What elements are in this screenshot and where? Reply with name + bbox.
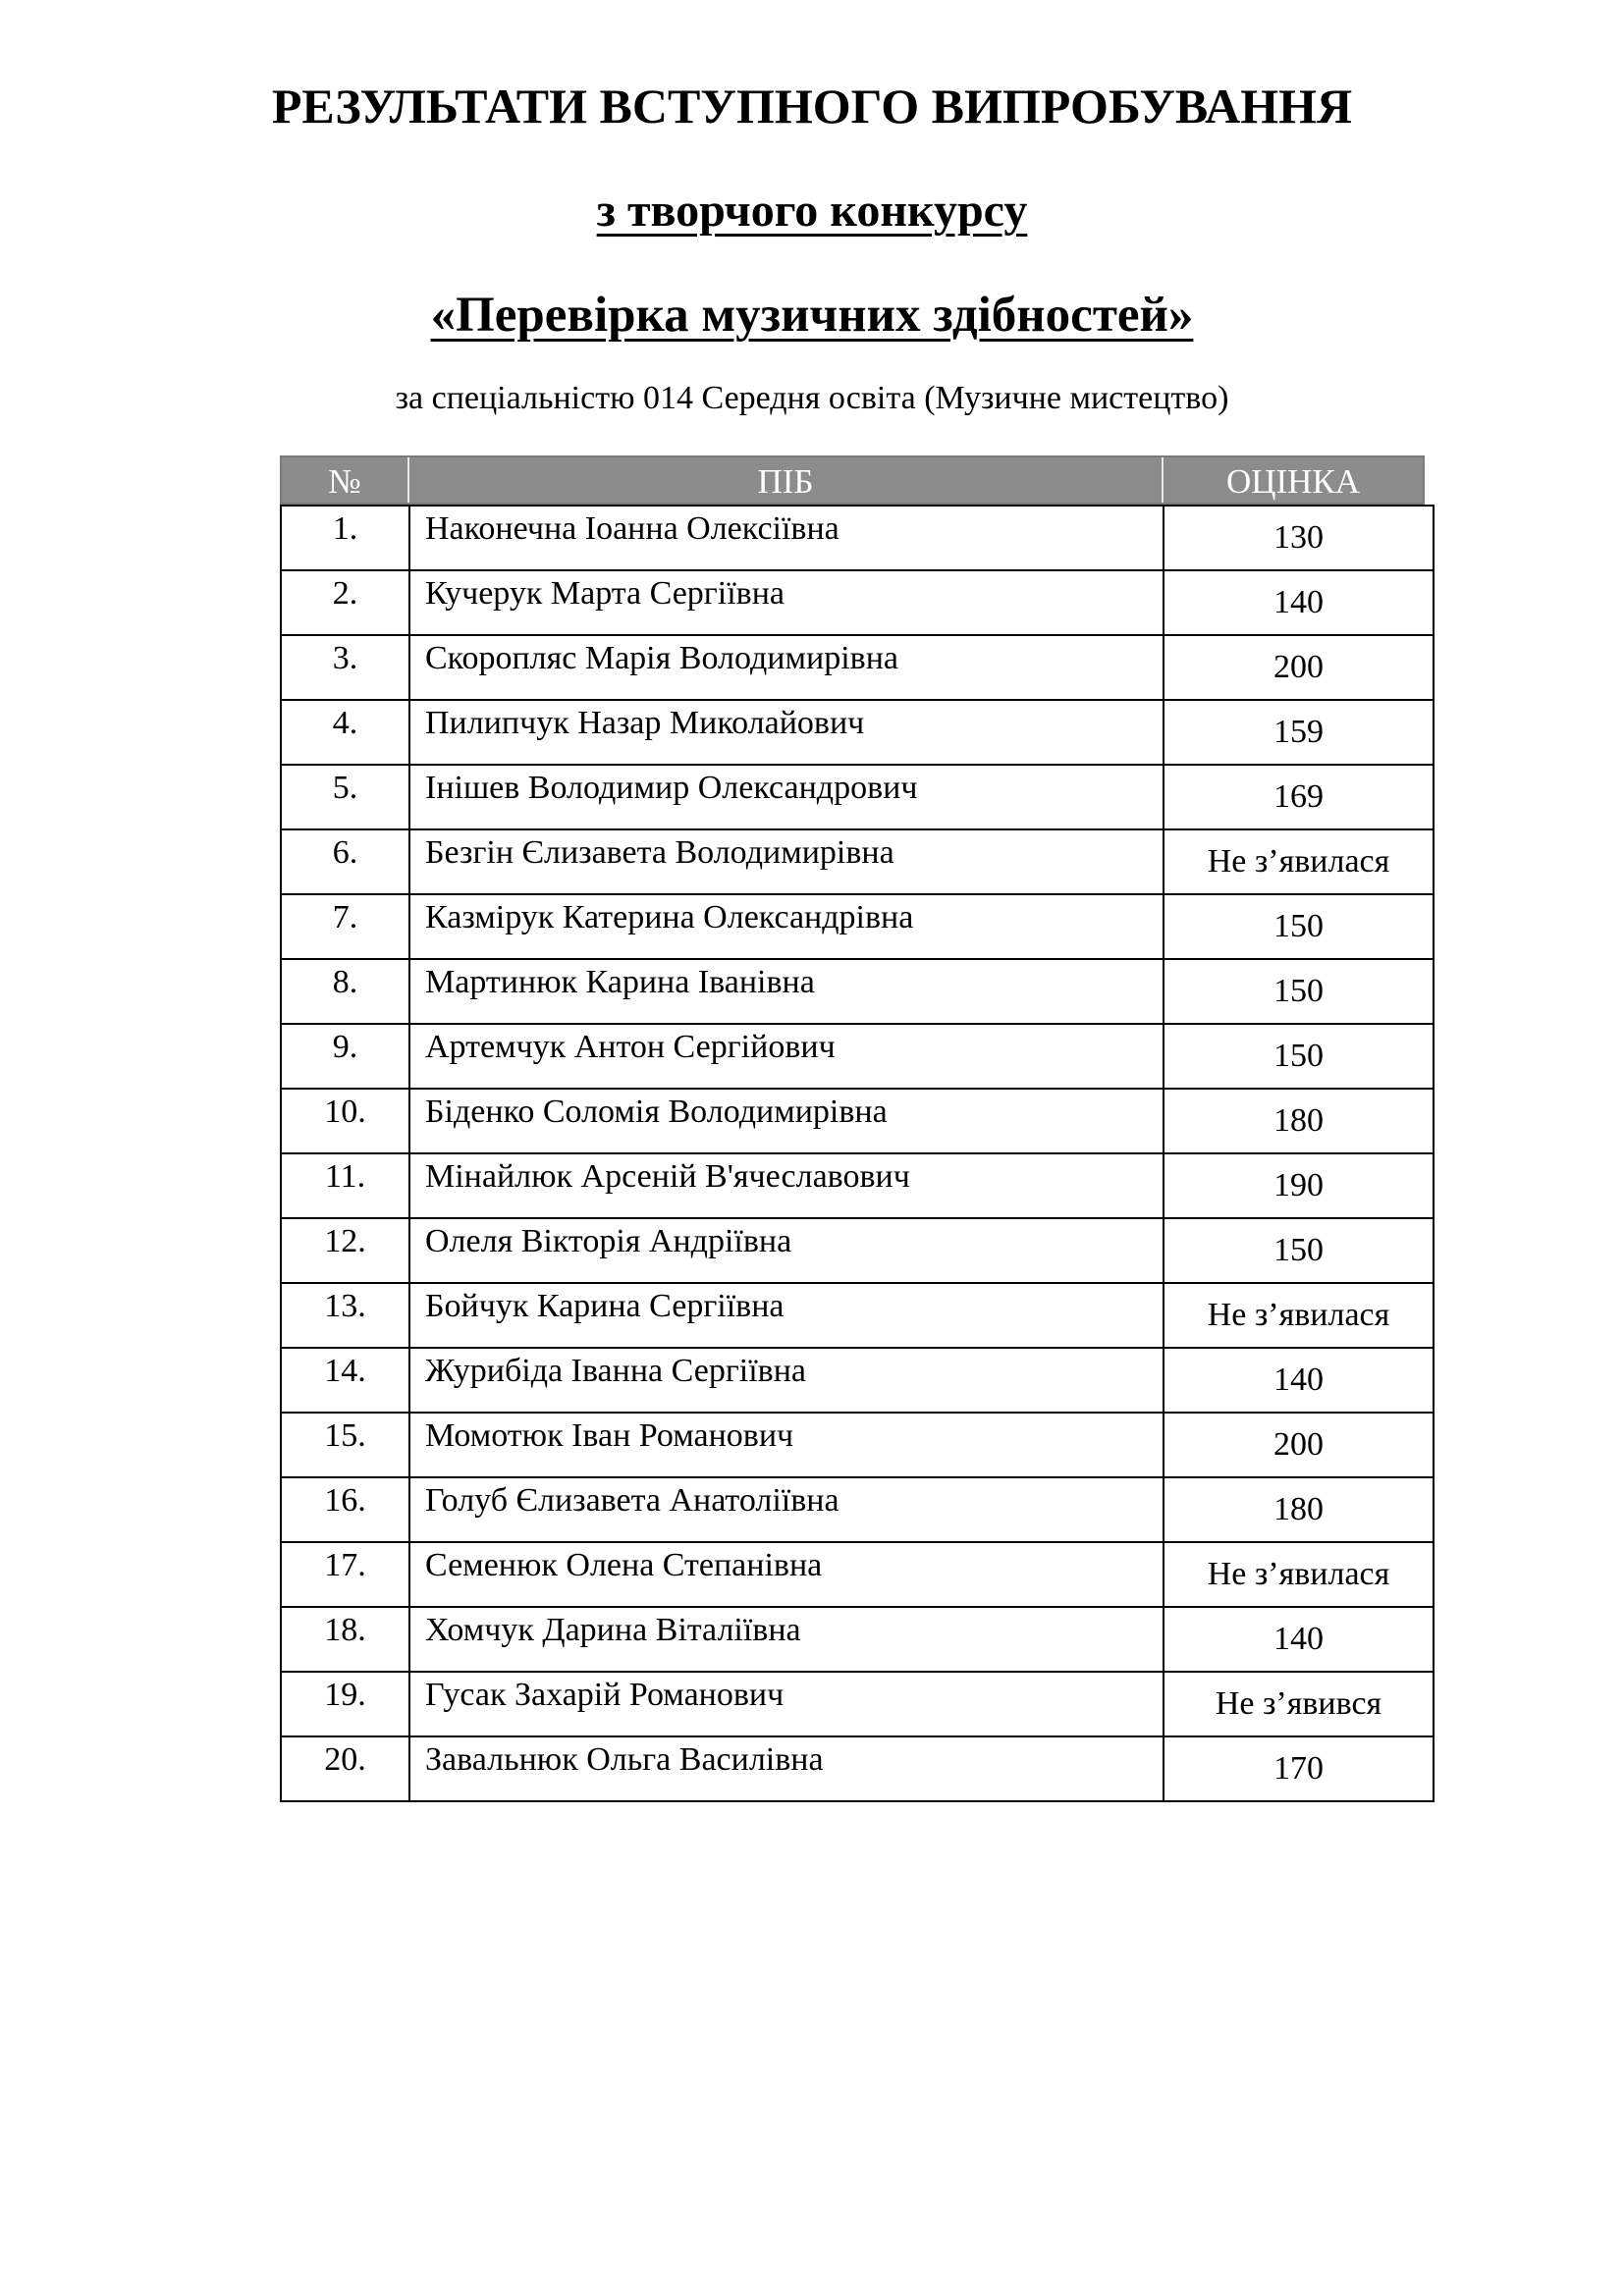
- table-row: [281, 1477, 1434, 1542]
- row-name: Мінайлюк Арсеній В'ячеславович: [409, 1153, 1164, 1218]
- row-score: 130: [1164, 506, 1434, 570]
- table-row: [281, 1413, 1434, 1477]
- row-score: 159: [1164, 700, 1434, 765]
- table-row: [281, 1024, 1434, 1089]
- row-name: Журибіда Іванна Сергіївна: [409, 1348, 1164, 1413]
- table-row: [281, 1153, 1434, 1218]
- table-row: [281, 1218, 1434, 1283]
- row-name: Гусак Захарій Романович: [409, 1672, 1164, 1736]
- row-name: Казмірук Катерина Олександрівна: [409, 894, 1164, 959]
- row-score: 150: [1164, 959, 1434, 1024]
- row-score: 170: [1164, 1736, 1434, 1801]
- row-score: 140: [1164, 1607, 1434, 1672]
- row-number: 9.: [281, 1024, 409, 1089]
- row-score: Не з’явився: [1164, 1672, 1434, 1736]
- document-subtitle: [0, 183, 1624, 240]
- specialty-line: за спеціальністю 014 Середня освіта (Музичне мистецтво): [395, 380, 1229, 416]
- header-number: №: [282, 457, 409, 503]
- row-name: Наконечна Іоанна Олексіївна: [409, 506, 1164, 570]
- row-score: 150: [1164, 1024, 1434, 1089]
- header-score: ОЦІНКА: [1225, 462, 1361, 501]
- row-score: 180: [1164, 1477, 1434, 1542]
- row-number: 20.: [281, 1736, 409, 1801]
- table-row: [281, 894, 1434, 959]
- row-name: Мартинюк Карина Іванівна: [409, 959, 1164, 1024]
- row-score: 150: [1164, 894, 1434, 959]
- row-name: Хомчук Дарина Віталіївна: [409, 1607, 1164, 1672]
- table-row: [281, 1283, 1434, 1348]
- row-score: Не з’явилася: [1164, 1283, 1434, 1348]
- row-number: 2.: [281, 570, 409, 635]
- table-row: [281, 1348, 1434, 1413]
- row-score: 180: [1164, 1089, 1434, 1153]
- table-row: [281, 765, 1434, 829]
- row-name: Артемчук Антон Сергійович: [409, 1024, 1164, 1089]
- row-name: Бойчук Карина Сергіївна: [409, 1283, 1164, 1348]
- table-row: [281, 1736, 1434, 1801]
- row-score: 200: [1164, 635, 1434, 700]
- row-name: Безгін Єлизавета Володимирівна: [409, 829, 1164, 894]
- table-row: [281, 700, 1434, 765]
- row-number: 4.: [281, 700, 409, 765]
- row-name: Голуб Єлизавета Анатоліївна: [409, 1477, 1164, 1542]
- row-number: 19.: [281, 1672, 409, 1736]
- document-title: РЕЗУЛЬТАТИ ВСТУПНОГО ВИПРОБУВАННЯ: [271, 79, 1353, 133]
- table-row: [281, 1672, 1434, 1736]
- table-row: [281, 1542, 1434, 1607]
- table-row: [281, 829, 1434, 894]
- row-name: Кучерук Марта Сергіївна: [409, 570, 1164, 635]
- row-number: 12.: [281, 1218, 409, 1283]
- table-row: [281, 570, 1434, 635]
- row-number: 16.: [281, 1477, 409, 1542]
- row-number: 18.: [281, 1607, 409, 1672]
- row-number: 3.: [281, 635, 409, 700]
- row-score: Не з’явилася: [1164, 1542, 1434, 1607]
- table-row: [281, 1607, 1434, 1672]
- row-number: 8.: [281, 959, 409, 1024]
- row-name: Завальнюк Ольга Василівна: [409, 1736, 1164, 1801]
- results-table: [280, 505, 1435, 1802]
- exam-name: [0, 285, 1624, 346]
- row-number: 7.: [281, 894, 409, 959]
- row-name: Семенюк Олена Степанівна: [409, 1542, 1164, 1607]
- row-score: 150: [1164, 1218, 1434, 1283]
- table-row: [281, 959, 1434, 1024]
- row-name: Скоропляс Марія Володимирівна: [409, 635, 1164, 700]
- row-number: 6.: [281, 829, 409, 894]
- row-number: 13.: [281, 1283, 409, 1348]
- row-name: Пилипчук Назар Миколайович: [409, 700, 1164, 765]
- table-row: [281, 1089, 1434, 1153]
- row-number: 11.: [281, 1153, 409, 1218]
- results-table-header: [280, 455, 1425, 505]
- row-name: Момотюк Іван Романович: [409, 1413, 1164, 1477]
- row-score: 140: [1164, 1348, 1434, 1413]
- row-number: 14.: [281, 1348, 409, 1413]
- row-score: 169: [1164, 765, 1434, 829]
- row-number: 10.: [281, 1089, 409, 1153]
- row-score: 200: [1164, 1413, 1434, 1477]
- row-name: Біденко Соломія Володимирівна: [409, 1089, 1164, 1153]
- header-name: ПІБ: [409, 457, 1164, 503]
- row-score: 190: [1164, 1153, 1434, 1218]
- row-score: Не з’явилася: [1164, 829, 1434, 894]
- row-name: Олеля Вікторія Андріївна: [409, 1218, 1164, 1283]
- exam-name-text: «Перевірка музичних здібностей»: [430, 288, 1194, 343]
- results-table-body: [281, 506, 1434, 1801]
- row-number: 17.: [281, 1542, 409, 1607]
- row-name: Інішев Володимир Олександрович: [409, 765, 1164, 829]
- subtitle-text: з творчого конкурсу: [596, 185, 1028, 237]
- row-number: 15.: [281, 1413, 409, 1477]
- row-number: 5.: [281, 765, 409, 829]
- table-row: [281, 635, 1434, 700]
- row-number: 1.: [281, 506, 409, 570]
- table-row: [281, 506, 1434, 570]
- row-score: 140: [1164, 570, 1434, 635]
